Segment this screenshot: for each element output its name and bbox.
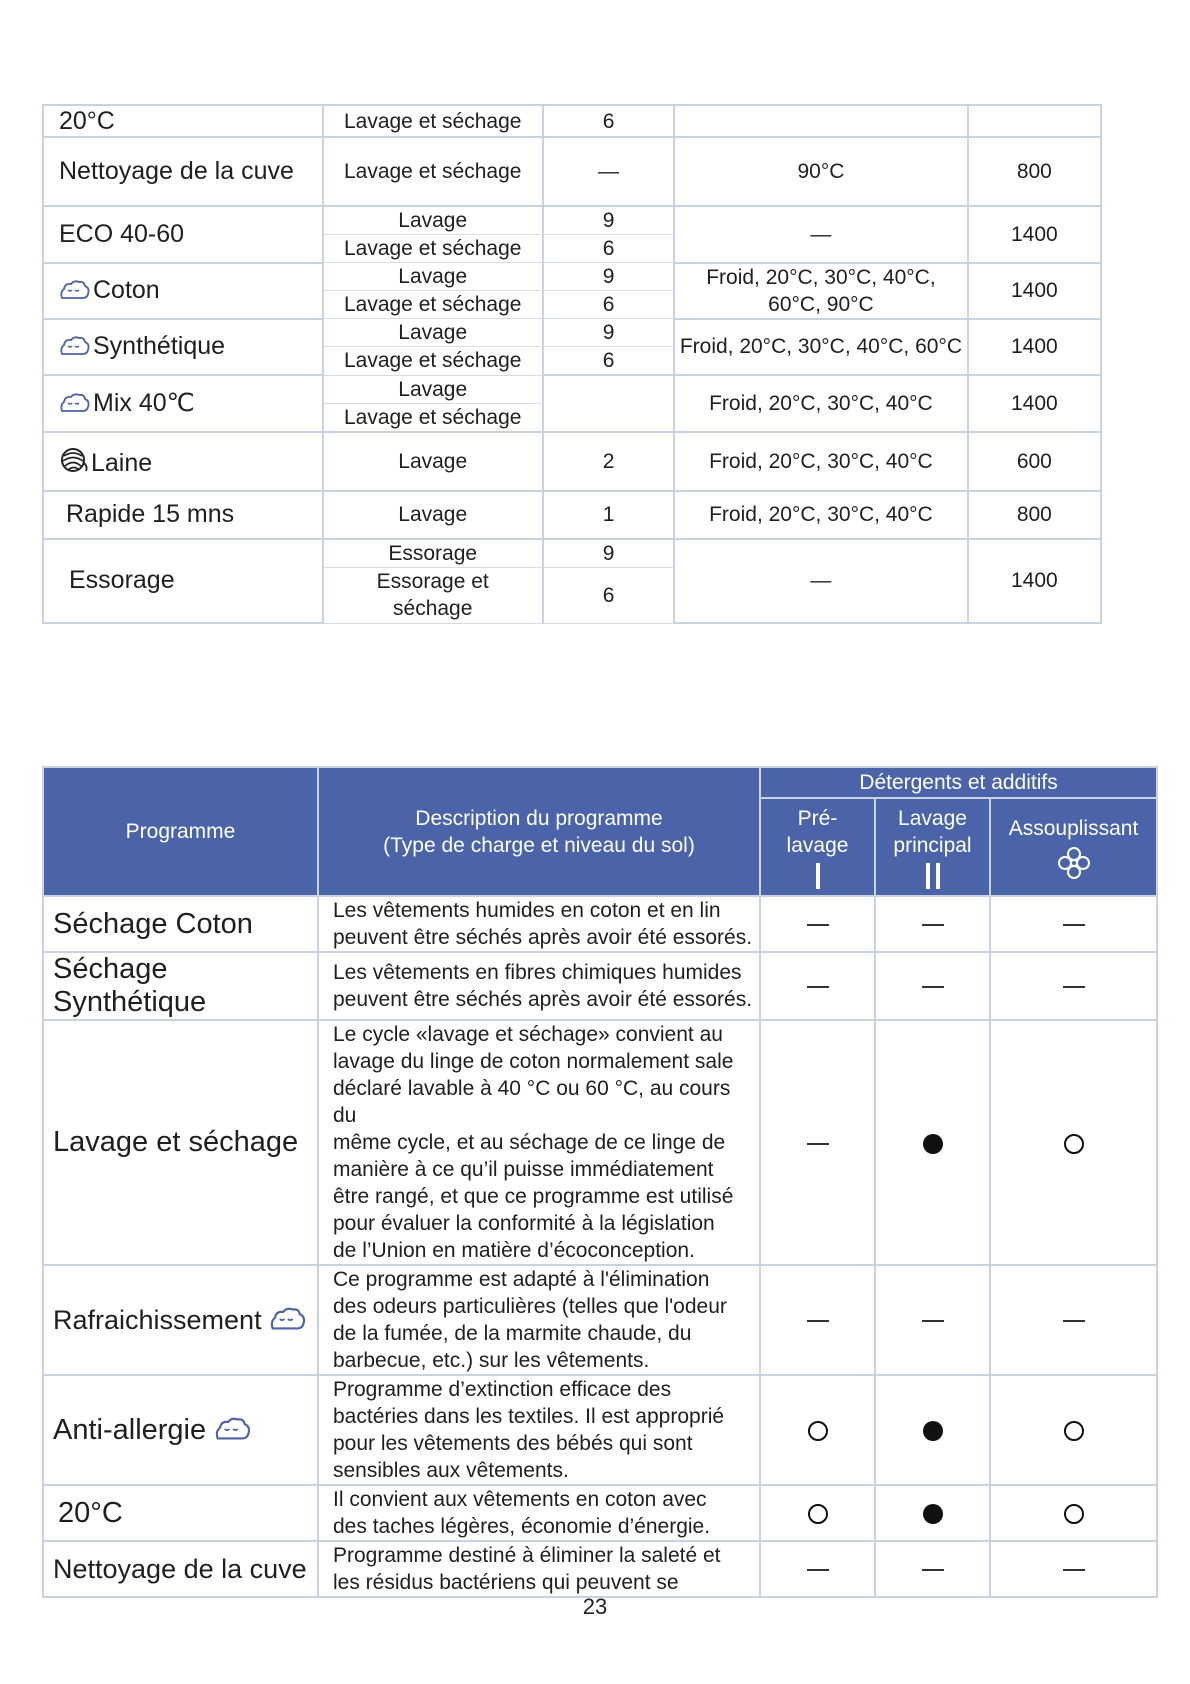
assouplissant-mark (1063, 1320, 1085, 1322)
capacity-cell: 9 (543, 539, 674, 568)
steam-cloud-icon (59, 392, 91, 414)
spin-cell: 1400 (968, 263, 1101, 319)
principal-mark (922, 924, 944, 926)
prelavage-cell (760, 896, 875, 952)
spin-cell: 600 (968, 432, 1101, 491)
wool-icon (59, 446, 89, 474)
compartment-one-icon (813, 863, 823, 889)
programme-description (318, 1020, 760, 1265)
table-row (43, 375, 1101, 403)
header-prelavage (760, 798, 875, 896)
description-line: être rangé, et que ce programme est utilisé (333, 1185, 734, 1208)
description-line: déclaré lavable à 40 °C ou 60 °C, au cours du (333, 1077, 731, 1127)
page-number: 23 (582, 1594, 608, 1619)
header-principal-line2: principal (893, 834, 972, 857)
mode-cell: Essorage (323, 539, 543, 568)
temperature-cell: Froid, 20°C, 30°C, 40°C (674, 491, 968, 539)
prelavage-mark (807, 1320, 829, 1322)
principal-cell (875, 1020, 990, 1265)
capacity-cell: 6 (543, 105, 674, 137)
description-line: pour évaluer la conformité à la législation (333, 1212, 715, 1235)
spin-cell: 800 (968, 137, 1101, 206)
table-row (43, 263, 1101, 291)
principal-cell (875, 1541, 990, 1597)
description-line: Les vêtements en fibres chimiques humides (333, 961, 742, 984)
programme-table-continued (42, 104, 1102, 624)
programme-name-cell (43, 263, 323, 319)
mode-cell: Lavage et séchage (323, 105, 543, 137)
programme-name: 20°C (43, 1485, 318, 1541)
programme-name-cell (43, 375, 323, 432)
prelavage-mark (807, 1143, 829, 1145)
capacity-cell: 9 (543, 319, 674, 347)
principal-cell (875, 1375, 990, 1485)
description-line: des odeurs particulières (telles que l'odeur (333, 1295, 727, 1318)
capacity-cell: 9 (543, 206, 674, 235)
mode-cell: Essorage et séchage (323, 567, 543, 623)
temperature-cell (674, 105, 968, 137)
assouplissant-cell (990, 1265, 1157, 1375)
programme-name-cell (43, 1375, 318, 1485)
mode-cell: Lavage et séchage (323, 137, 543, 206)
assouplissant-mark (1064, 1504, 1084, 1524)
header-programme: Programme (43, 767, 318, 896)
principal-cell (875, 952, 990, 1020)
description-line: de l’Union en matière d’écoconception. (333, 1239, 695, 1262)
description-line: Programme destiné à éliminer la saleté et (333, 1544, 721, 1567)
description-line: Ce programme est adapté à l'élimination (333, 1268, 710, 1291)
temperature-cell: Froid, 20°C, 30°C, 40°C (674, 432, 968, 491)
temperature-cell: Froid, 20°C, 30°C, 40°C, 60°C (674, 319, 968, 376)
header-prelavage-line2: lavage (786, 834, 849, 857)
prelavage-cell (760, 1485, 875, 1541)
description-line: Les vêtements humides en coton et en lin (333, 899, 721, 922)
assouplissant-cell (990, 896, 1157, 952)
assouplissant-mark (1063, 1569, 1085, 1571)
description-line: sensibles aux vêtements. (333, 1459, 569, 1482)
principal-mark (922, 1320, 944, 1322)
mode-cell: Lavage (323, 375, 543, 403)
programme-description (318, 1541, 760, 1597)
prelavage-cell (760, 952, 875, 1020)
header-principal (875, 798, 990, 896)
table-header-row (43, 767, 1157, 798)
mode-cell: Lavage (323, 491, 543, 539)
mode-cell: Lavage et séchage (323, 291, 543, 319)
description-line: des taches légères, économie d’énergie. (333, 1515, 711, 1538)
programme-name: Coton (93, 276, 160, 304)
mode-cell: Lavage et séchage (323, 235, 543, 263)
programme-name: Nettoyage de la cuve (43, 1541, 318, 1597)
description-line: manière à ce qu’il puisse immédiatement (333, 1158, 714, 1181)
description-line: Il convient aux vêtements en coton avec (333, 1488, 707, 1511)
principal-mark (923, 1134, 943, 1154)
description-line: Programme d’extinction efficace des (333, 1378, 672, 1401)
table-row (43, 319, 1101, 347)
temperature-cell: — (674, 539, 968, 624)
capacity-cell (543, 375, 674, 432)
programme-name: Mix 40℃ (93, 388, 195, 417)
header-prelavage-line1: Pré- (797, 807, 838, 830)
header-description-line1: Description du programme (415, 806, 663, 830)
prelavage-cell (760, 1265, 875, 1375)
programme-name: Anti-allergie (53, 1413, 207, 1446)
assouplissant-cell (990, 1541, 1157, 1597)
programme-name: Nettoyage de la cuve (43, 137, 323, 206)
principal-cell (875, 896, 990, 952)
programme-name-cell (43, 319, 323, 376)
table-row (43, 1020, 1157, 1265)
temperature-cell: 90°C (674, 137, 968, 206)
table-row (43, 1375, 1157, 1485)
steam-cloud-icon (59, 279, 91, 301)
description-line: pour les vêtements des bébés qui sont (333, 1432, 693, 1455)
description-line: bactéries dans les textiles. Il est approprié (333, 1405, 725, 1428)
table-row (43, 137, 1101, 206)
capacity-cell: 2 (543, 432, 674, 491)
programme-name: Rapide 15 mns (43, 491, 323, 539)
table-row (43, 896, 1157, 952)
principal-cell (875, 1485, 990, 1541)
prelavage-cell (760, 1375, 875, 1485)
programme-description (318, 896, 760, 952)
description-line: de la fumée, de la marmite chaude, du (333, 1322, 692, 1345)
header-principal-line1: Lavage (898, 807, 967, 830)
mode-cell: Lavage et séchage (323, 403, 543, 432)
steam-cloud-icon (59, 335, 91, 357)
flower-icon (1057, 846, 1091, 880)
table-row (43, 432, 1101, 491)
table-row (43, 1485, 1157, 1541)
description-line: Le cycle «lavage et séchage» convient au (333, 1023, 723, 1046)
programme-name: Laine (91, 448, 153, 477)
table-row (43, 539, 1101, 568)
prelavage-mark (807, 1569, 829, 1571)
principal-mark (923, 1421, 943, 1441)
header-assouplissant (990, 798, 1157, 896)
spin-cell (968, 105, 1101, 137)
mode-cell: Lavage (323, 263, 543, 291)
assouplissant-mark (1063, 924, 1085, 926)
temperature-cell: Froid, 20°C, 30°C, 40°C (674, 375, 968, 432)
programme-name: Séchage Coton (43, 896, 318, 952)
prelavage-mark (808, 1421, 828, 1441)
programme-name: Essorage (43, 539, 323, 624)
assouplissant-mark (1064, 1134, 1084, 1154)
mode-cell: Lavage et séchage (323, 347, 543, 376)
capacity-cell: 1 (543, 491, 674, 539)
mode-cell: Lavage (323, 319, 543, 347)
description-line: lavage du linge de coton normalement sale (333, 1050, 734, 1073)
assouplissant-mark (1064, 1421, 1084, 1441)
programme-name: Synthétique (93, 332, 226, 361)
mode-cell: Lavage (323, 432, 543, 491)
prelavage-mark (808, 1504, 828, 1524)
description-line: peuvent être séchés après avoir été essorés. (333, 988, 753, 1011)
programme-name: 20°C (43, 105, 323, 137)
programme-name: Lavage et séchage (43, 1020, 318, 1265)
assouplissant-cell (990, 1375, 1157, 1485)
prelavage-mark (807, 924, 829, 926)
principal-mark (923, 1504, 943, 1524)
programme-description (318, 952, 760, 1020)
capacity-cell: 9 (543, 263, 674, 291)
steam-cloud-icon (269, 1306, 307, 1332)
spin-cell: 800 (968, 491, 1101, 539)
assouplissant-mark (1063, 986, 1085, 988)
principal-mark (922, 986, 944, 988)
header-detergents-group: Détergents et additifs (760, 767, 1157, 798)
prelavage-cell (760, 1020, 875, 1265)
programme-name-cell (43, 432, 323, 491)
capacity-cell: 6 (543, 347, 674, 376)
table-row (43, 491, 1101, 539)
spin-cell: 1400 (968, 206, 1101, 263)
capacity-cell: 6 (543, 291, 674, 319)
spin-cell: 1400 (968, 319, 1101, 376)
description-line: peuvent être séchés après avoir été essorés. (333, 926, 753, 949)
temperature-cell: — (674, 206, 968, 263)
table-row (43, 952, 1157, 1020)
capacity-cell: 6 (543, 235, 674, 263)
spin-cell: 1400 (968, 375, 1101, 432)
temperature-cell: Froid, 20°C, 30°C, 40°C, 60°C, 90°C (674, 263, 968, 319)
header-assouplissant-label: Assouplissant (1008, 816, 1139, 840)
detergent-table (42, 766, 1158, 1598)
principal-cell (875, 1265, 990, 1375)
prelavage-cell (760, 1541, 875, 1597)
programme-description (318, 1265, 760, 1375)
table-row (43, 1541, 1157, 1597)
assouplissant-cell (990, 1485, 1157, 1541)
description-line: les résidus bactériens qui peuvent se (333, 1571, 679, 1594)
capacity-cell: — (543, 137, 674, 206)
steam-cloud-icon (214, 1416, 252, 1442)
compartment-two-icon (923, 863, 943, 889)
table-row (43, 1265, 1157, 1375)
assouplissant-cell (990, 952, 1157, 1020)
header-description-line2: (Type de charge et niveau du sol) (383, 833, 695, 857)
table-row (43, 105, 1101, 137)
programme-description (318, 1375, 760, 1485)
programme-name-cell (43, 1265, 318, 1375)
programme-name: Rafraichissement (53, 1304, 262, 1335)
prelavage-mark (807, 986, 829, 988)
description-line: barbecue, etc.) sur les vêtements. (333, 1349, 650, 1372)
spin-cell: 1400 (968, 539, 1101, 624)
programme-description (318, 1485, 760, 1541)
principal-mark (922, 1569, 944, 1571)
programme-name: Séchage Synthétique (43, 952, 318, 1020)
capacity-cell: 6 (543, 567, 674, 623)
mode-cell: Lavage (323, 206, 543, 235)
table-row (43, 206, 1101, 235)
header-description (318, 767, 760, 896)
assouplissant-cell (990, 1020, 1157, 1265)
programme-name: ECO 40-60 (43, 206, 323, 263)
description-line: même cycle, et au séchage de ce linge de (333, 1131, 726, 1154)
